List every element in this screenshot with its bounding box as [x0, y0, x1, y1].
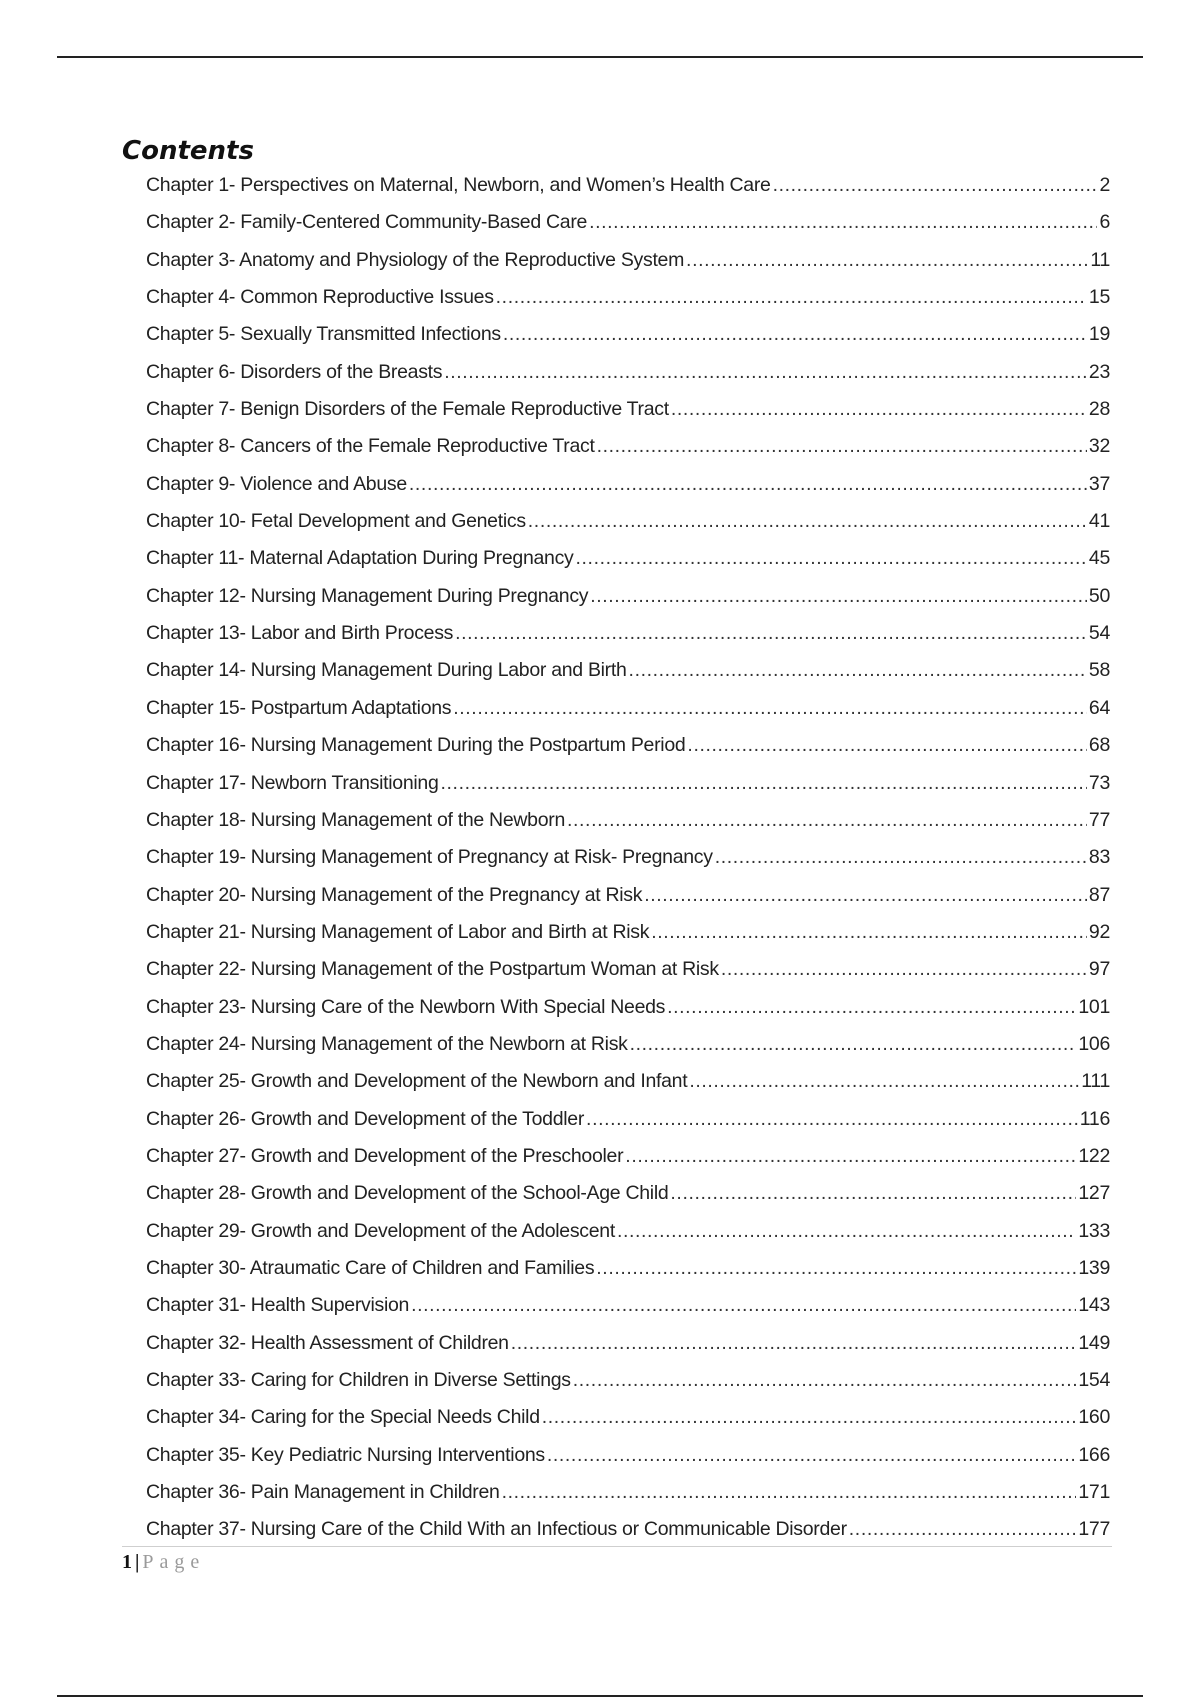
toc-entry-37[interactable]: [146, 1518, 1110, 1555]
page-footer: [122, 1551, 205, 1574]
toc-dot-leader: [630, 1033, 1077, 1056]
toc-dot-leader: [617, 1220, 1076, 1243]
toc-dot-leader: [715, 846, 1087, 869]
contents-heading: Contents: [122, 136, 254, 166]
toc-dot-leader: [411, 1294, 1076, 1317]
toc-entry-title[interactable]: Chapter 7- Benign Disorders of the Female Reproductive Tract: [146, 398, 669, 421]
toc-entry-page-number[interactable]: 64: [1088, 696, 1110, 719]
toc-dot-leader: [849, 1518, 1077, 1541]
toc-entry-title[interactable]: Chapter 16- Nursing Management During the Postpartum Period: [146, 734, 686, 757]
toc-entry-31[interactable]: [146, 1294, 1110, 1331]
toc-entry-5[interactable]: [146, 323, 1110, 360]
toc-entry-page-number[interactable]: 127: [1078, 1182, 1110, 1205]
toc-entry-title[interactable]: Chapter 5- Sexually Transmitted Infections: [146, 323, 501, 346]
toc-dot-leader: [671, 398, 1087, 421]
toc-entry-page-number[interactable]: 77: [1088, 808, 1110, 831]
toc-entry-page-number[interactable]: 50: [1088, 584, 1110, 607]
toc-entry-page-number[interactable]: 149: [1078, 1331, 1110, 1354]
toc-dot-leader: [586, 1108, 1078, 1131]
toc-entry-9[interactable]: [146, 473, 1110, 510]
toc-entry-title[interactable]: Chapter 13- Labor and Birth Process: [146, 622, 454, 645]
toc-entry-page-number[interactable]: 32: [1088, 435, 1110, 458]
toc-entry-3[interactable]: [146, 249, 1110, 286]
toc-dot-leader: [670, 1182, 1076, 1205]
toc-entry-page-number[interactable]: 116: [1079, 1107, 1110, 1130]
toc-entry-28[interactable]: [146, 1182, 1110, 1219]
toc-entry-page-number[interactable]: 133: [1078, 1219, 1110, 1242]
toc-entry-title[interactable]: Chapter 14- Nursing Management During Labor and Birth: [146, 659, 627, 682]
footer-page-label: Page: [142, 1551, 206, 1573]
toc-dot-leader: [687, 734, 1086, 757]
toc-dot-leader: [455, 622, 1087, 645]
toc-dot-leader: [496, 286, 1087, 309]
toc-entry-19[interactable]: [146, 846, 1110, 883]
toc-dot-leader: [597, 435, 1087, 458]
toc-entry-title[interactable]: Chapter 37- Nursing Care of the Child With an Infectious or Communicable Disorder: [146, 1518, 847, 1541]
toc-entry-title[interactable]: Chapter 8- Cancers of the Female Reproductive Tract: [146, 435, 595, 458]
toc-entry-title[interactable]: Chapter 26- Growth and Development of the Toddler: [146, 1107, 585, 1130]
toc-entry-20[interactable]: [146, 884, 1110, 921]
toc-entry-title[interactable]: Chapter 19- Nursing Management of Pregnancy at Risk- Pregnancy: [146, 846, 713, 869]
toc-entry-title[interactable]: Chapter 11- Maternal Adaptation During Pregnancy: [146, 547, 574, 570]
toc-entry-35[interactable]: [146, 1444, 1110, 1481]
toc-entry-title[interactable]: Chapter 1- Perspectives on Maternal, Newborn, and Women’s Health Care: [146, 174, 771, 196]
toc-entry-page-number[interactable]: 54: [1088, 622, 1110, 645]
toc-entry-title[interactable]: Chapter 22- Nursing Management of the Postpartum Woman at Risk: [146, 958, 719, 981]
toc-entry-title[interactable]: Chapter 28- Growth and Development of the School-Age Child: [146, 1182, 669, 1205]
toc-entry-12[interactable]: [146, 585, 1110, 622]
toc-entry-24[interactable]: [146, 1033, 1110, 1070]
toc-entry-11[interactable]: [146, 547, 1110, 584]
toc-dot-leader: [667, 996, 1076, 1019]
toc-entry-36[interactable]: [146, 1481, 1110, 1518]
toc-entry-2[interactable]: [146, 211, 1110, 248]
toc-entry-page-number[interactable]: 143: [1078, 1294, 1110, 1317]
toc-entry-14[interactable]: [146, 659, 1110, 696]
toc-dot-leader: [409, 473, 1087, 496]
toc-entry-page-number[interactable]: 92: [1088, 920, 1110, 943]
toc-dot-leader: [511, 1332, 1077, 1355]
toc-entry-1[interactable]: [146, 174, 1110, 211]
toc-entry-21[interactable]: [146, 921, 1110, 958]
toc-entry-16[interactable]: [146, 734, 1110, 771]
toc-dot-leader: [644, 884, 1087, 907]
toc-dot-leader: [503, 323, 1087, 346]
toc-entry-32[interactable]: [146, 1332, 1110, 1369]
table-of-contents: [146, 174, 1110, 1556]
footer-divider: [122, 1546, 1112, 1547]
toc-dot-leader: [528, 510, 1087, 533]
toc-entry-page-number[interactable]: 73: [1088, 771, 1110, 794]
toc-entry-page-number[interactable]: 15: [1088, 286, 1110, 309]
toc-entry-page-number[interactable]: 2: [1099, 174, 1110, 196]
header-rule: [57, 56, 1143, 58]
toc-entry-page-number[interactable]: 166: [1078, 1443, 1110, 1466]
toc-dot-leader: [590, 585, 1087, 608]
toc-entry-29[interactable]: [146, 1220, 1110, 1257]
toc-entry-title[interactable]: Chapter 34- Caring for the Special Needs Child: [146, 1406, 540, 1429]
toc-entry-title[interactable]: Chapter 15- Postpartum Adaptations: [146, 696, 452, 719]
toc-entry-title[interactable]: Chapter 6- Disorders of the Breasts: [146, 360, 443, 383]
toc-dot-leader: [576, 547, 1087, 570]
toc-dot-leader: [629, 659, 1087, 682]
toc-entry-22[interactable]: [146, 958, 1110, 995]
toc-dot-leader: [589, 211, 1097, 234]
toc-entry-page-number[interactable]: 58: [1088, 659, 1110, 682]
toc-entry-4[interactable]: [146, 286, 1110, 323]
toc-entry-page-number[interactable]: 154: [1078, 1369, 1110, 1391]
toc-entry-title[interactable]: Chapter 18- Nursing Management of the Newborn: [146, 808, 565, 831]
toc-dot-leader: [596, 1257, 1076, 1280]
toc-entry-title[interactable]: Chapter 36- Pain Management in Children: [146, 1481, 500, 1504]
toc-entry-page-number[interactable]: 177: [1078, 1518, 1110, 1541]
toc-entry-26[interactable]: [146, 1108, 1110, 1145]
toc-entry-33[interactable]: [146, 1369, 1110, 1406]
toc-dot-leader: [573, 1369, 1077, 1392]
toc-entry-page-number[interactable]: 111: [1081, 1070, 1110, 1093]
toc-entry-title[interactable]: Chapter 29- Growth and Development of the Adolescent: [146, 1219, 615, 1242]
toc-entry-34[interactable]: [146, 1406, 1110, 1443]
toc-entry-title[interactable]: Chapter 12- Nursing Management During Pregnancy: [146, 584, 589, 607]
toc-entry-30[interactable]: [146, 1257, 1110, 1294]
toc-entry-title[interactable]: Chapter 30- Atraumatic Care of Children and Families: [146, 1256, 595, 1279]
toc-entry-title[interactable]: Chapter 20- Nursing Management of the Pregnancy at Risk: [146, 883, 643, 906]
footer-page-number: 1: [122, 1551, 132, 1573]
toc-entry-15[interactable]: [146, 697, 1110, 734]
toc-entry-page-number[interactable]: 45: [1088, 547, 1110, 570]
toc-entry-page-number[interactable]: 11: [1090, 248, 1110, 271]
toc-entry-10[interactable]: [146, 510, 1110, 547]
toc-entry-page-number[interactable]: 19: [1088, 323, 1110, 346]
toc-entry-page-number[interactable]: 106: [1078, 1032, 1110, 1055]
toc-dot-leader: [502, 1481, 1077, 1504]
toc-entry-page-number[interactable]: 23: [1088, 360, 1110, 383]
toc-entry-8[interactable]: [146, 435, 1110, 472]
toc-entry-17[interactable]: [146, 772, 1110, 809]
toc-entry-title[interactable]: Chapter 32- Health Assessment of Children: [146, 1331, 509, 1354]
toc-entry-page-number[interactable]: 83: [1088, 846, 1110, 869]
toc-entry-title[interactable]: Chapter 27- Growth and Development of the Preschooler: [146, 1144, 624, 1167]
toc-entry-title[interactable]: Chapter 9- Violence and Abuse: [146, 472, 407, 495]
toc-entry-6[interactable]: [146, 361, 1110, 398]
toc-entry-title[interactable]: Chapter 24- Nursing Management of the Newborn at Risk: [146, 1032, 628, 1055]
toc-entry-title[interactable]: Chapter 31- Health Supervision: [146, 1294, 410, 1317]
toc-entry-title[interactable]: Chapter 4- Common Reproductive Issues: [146, 286, 494, 309]
toc-dot-leader: [444, 361, 1087, 384]
toc-entry-7[interactable]: [146, 398, 1110, 435]
toc-entry-page-number[interactable]: 68: [1088, 734, 1110, 757]
toc-dot-leader: [542, 1406, 1077, 1429]
toc-entry-page-number[interactable]: 101: [1078, 995, 1110, 1018]
toc-entry-page-number[interactable]: 87: [1088, 883, 1110, 906]
toc-entry-title[interactable]: Chapter 17- Newborn Transitioning: [146, 771, 439, 794]
toc-dot-leader: [773, 174, 1098, 197]
toc-entry-page-number[interactable]: 160: [1078, 1406, 1110, 1429]
toc-entry-title[interactable]: Chapter 33- Caring for Children in Diverse Settings: [146, 1369, 571, 1391]
toc-dot-leader: [686, 249, 1088, 272]
toc-entry-page-number[interactable]: 6: [1099, 211, 1110, 234]
footer-separator: |: [135, 1551, 140, 1573]
toc-entry-page-number[interactable]: 28: [1088, 398, 1110, 421]
toc-entry-13[interactable]: [146, 622, 1110, 659]
toc-entry-title[interactable]: Chapter 2- Family-Centered Community-Based Care: [146, 211, 588, 234]
toc-dot-leader: [689, 1070, 1079, 1093]
toc-entry-page-number[interactable]: 37: [1088, 472, 1110, 495]
bottom-rule: [57, 1695, 1143, 1697]
toc-dot-leader: [547, 1444, 1077, 1467]
toc-entry-page-number[interactable]: 171: [1078, 1481, 1110, 1504]
toc-entry-title[interactable]: Chapter 10- Fetal Development and Genetics: [146, 510, 526, 533]
toc-entry-18[interactable]: [146, 809, 1110, 846]
toc-dot-leader: [625, 1145, 1076, 1168]
toc-dot-leader: [721, 958, 1087, 981]
toc-entry-page-number[interactable]: 97: [1088, 958, 1110, 981]
toc-entry-25[interactable]: [146, 1070, 1110, 1107]
toc-entry-title[interactable]: Chapter 23- Nursing Care of the Newborn With Special Needs: [146, 995, 666, 1018]
toc-entry-page-number[interactable]: 139: [1078, 1256, 1110, 1279]
toc-dot-leader: [651, 921, 1087, 944]
toc-dot-leader: [441, 772, 1087, 795]
toc-entry-title[interactable]: Chapter 21- Nursing Management of Labor and Birth at Risk: [146, 920, 650, 943]
toc-entry-page-number[interactable]: 41: [1088, 510, 1110, 533]
toc-dot-leader: [567, 809, 1087, 832]
toc-entry-title[interactable]: Chapter 35- Key Pediatric Nursing Interventions: [146, 1443, 545, 1466]
toc-entry-title[interactable]: Chapter 25- Growth and Development of the Newborn and Infant: [146, 1070, 688, 1093]
toc-entry-page-number[interactable]: 122: [1078, 1144, 1110, 1167]
toc-dot-leader: [453, 697, 1087, 720]
toc-entry-27[interactable]: [146, 1145, 1110, 1182]
toc-entry-title[interactable]: Chapter 3- Anatomy and Physiology of the Reproductive System: [146, 248, 685, 271]
toc-entry-23[interactable]: [146, 996, 1110, 1033]
